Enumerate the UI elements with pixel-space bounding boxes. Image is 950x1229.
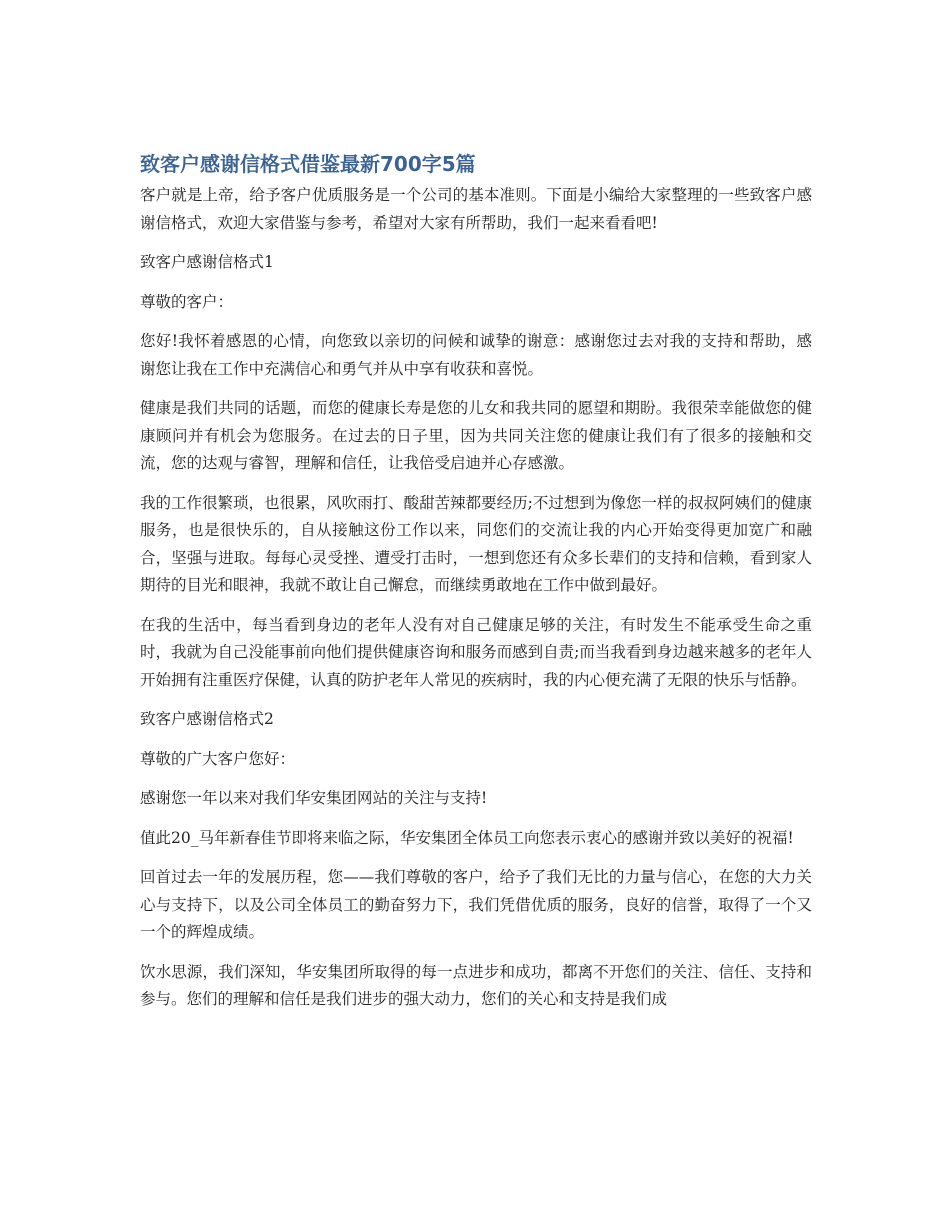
salutation-1: 尊敬的客户： xyxy=(140,292,234,311)
body-paragraph: 健康是我们共同的话题，而您的健康长寿是您的儿女和我共同的愿望和期盼。我很荣幸能做您的健康顾问并有机会为您服务。在过去的日子里，因为共同关注您的健康让我们有了很多的接触和交流，您的达观与睿智，理解和信任，让我倍受启迪并心存感激。 xyxy=(140,399,812,472)
document-page xyxy=(140,148,812,1026)
section-heading-1: 致客户感谢信格式1 xyxy=(140,253,274,271)
intro-paragraph: 客户就是上帝，给予客户优质服务是一个公司的基本准则。下面是小编给大家整理的一些致客户感谢信格式，欢迎大家借鉴与参考，希望对大家有所帮助，我们一起来看看吧! xyxy=(140,186,812,232)
body-paragraph: 我的工作很繁琐，也很累，风吹雨打、酸甜苦辣都要经历;不过想到为像您一样的叔叔阿姨们的健康服务，也是很快乐的，自从接触这份工作以来，同您们的交流让我的内心开始变得更加宽广和融合，坚强与进取。每每心灵受挫、遭受打击时，一想到您还有众多长辈们的支持和信赖，看到家人期待的目光和眼神，我就不敢让自己懈怠，而继续勇敢地在工作中做到最好。 xyxy=(140,493,812,594)
body-paragraph: 感谢您一年以来对我们华安集团网站的关注与支持! xyxy=(140,789,488,807)
section-heading-2: 致客户感谢信格式2 xyxy=(140,710,274,728)
body-paragraph: 值此20_马年新春佳节即将来临之际，华安集团全体员工向您表示衷心的感谢并致以美好的祝福! xyxy=(140,828,794,847)
body-paragraph: 您好!我怀着感恩的心情，向您致以亲切的问候和诚挚的谢意：感谢您过去对我的支持和帮助，感谢您让我在工作中充满信心和勇气并从中享有收获和喜悦。 xyxy=(140,332,812,378)
body-paragraph: 回首过去一年的发展历程，您——我们尊敬的客户，给予了我们无比的力量与信心，在您的大力关心与支持下，以及公司全体员工的勤奋努力下，我们凭借优质的服务，良好的信誉，取得了一个又一个的辉煌成绩。 xyxy=(140,868,812,941)
salutation-2: 尊敬的广大客户您好： xyxy=(140,749,296,768)
body-paragraph: 饮水思源，我们深知，华安集团所取得的每一点进步和成功，都离不开您们的关注、信任、支持和参与。您们的理解和信任是我们进步的强大动力，您们的关心和支持是我们成 xyxy=(140,962,812,1008)
body-paragraph: 在我的生活中，每当看到身边的老年人没有对自己健康足够的关注，有时发生不能承受生命之重时，我就为自己没能事前向他们提供健康咨询和服务而感到自责;而当我看到身边越来越多的老年人开始拥有注重医疗保健，认真的防护老年人常见的疾病时，我的内心便充满了无限的快乐与恬静。 xyxy=(140,615,812,689)
document-title: 致客户感谢信格式借鉴最新700字5篇 xyxy=(140,152,476,176)
